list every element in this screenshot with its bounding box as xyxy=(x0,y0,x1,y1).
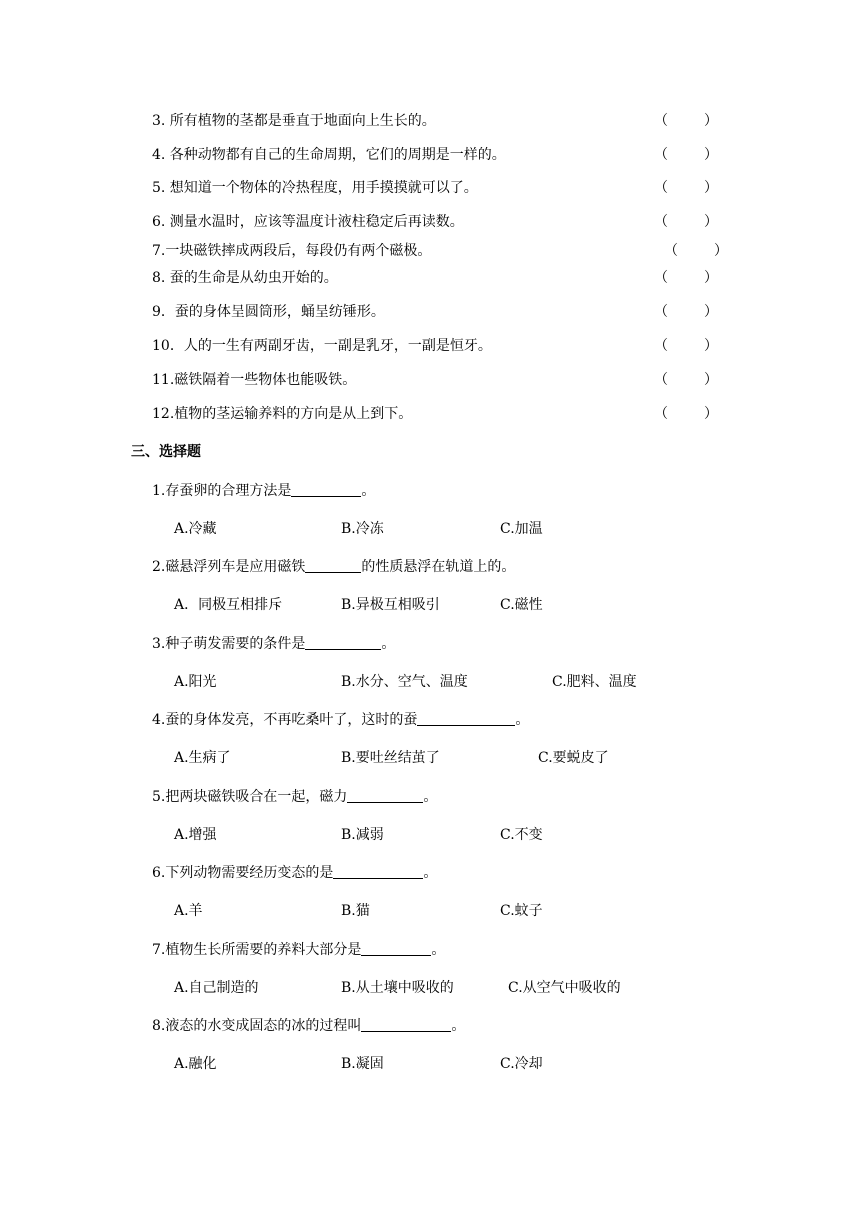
option-c[interactable]: C.要蜕皮了 xyxy=(538,750,609,766)
question-stem: 3.种子萌发需要的条件是 。 xyxy=(152,636,396,652)
option-a[interactable]: A.冷藏 xyxy=(174,521,217,537)
judgement-item: 10．人的一生有两副牙齿，一副是乳牙，一副是恒牙。 （ ） xyxy=(152,338,718,354)
judgement-text: 9．蚕的身体呈圆筒形，蛹呈纺锤形。 xyxy=(152,304,385,320)
option-a[interactable]: A.阳光 xyxy=(174,674,217,690)
option-c[interactable]: C.蚊子 xyxy=(500,903,543,919)
answer-blank[interactable] xyxy=(347,787,423,803)
option-a[interactable]: A．同极互相排斥 xyxy=(174,597,283,613)
judgement-item: 5. 想知道一个物体的冷热程度，用手摸摸就可以了。 （ ） xyxy=(152,180,718,196)
judgement-item: 12.植物的茎运输养料的方向是从上到下。 （ ） xyxy=(152,406,718,422)
answer-blank[interactable] xyxy=(361,940,431,956)
option-a[interactable]: A.自己制造的 xyxy=(174,980,259,996)
answer-blank[interactable] xyxy=(361,1016,451,1032)
judgement-text: 10．人的一生有两副牙齿，一副是乳牙，一副是恒牙。 xyxy=(152,338,492,354)
question-stem: 1.存蚕卵的合理方法是 。 xyxy=(152,483,376,499)
option-b[interactable]: B.凝固 xyxy=(341,1056,384,1072)
question-stem: 7.植物生长所需要的养料大部分是 。 xyxy=(152,942,446,958)
question-stem: 8.液态的水变成固态的冰的过程叫 。 xyxy=(152,1018,466,1034)
judgement-item: 9．蚕的身体呈圆筒形，蛹呈纺锤形。 （ ） xyxy=(152,304,718,320)
answer-blank[interactable] xyxy=(417,710,515,726)
question-stem: 4.蚕的身体发亮，不再吃桑叶了，这时的蚕 。 xyxy=(152,712,530,728)
option-b[interactable]: B.猫 xyxy=(341,903,370,919)
judgement-text: 7.一块磁铁摔成两段后，每段仍有两个磁极。 xyxy=(152,243,432,259)
option-a[interactable]: A.羊 xyxy=(174,903,203,919)
section-title: 三、选择题 xyxy=(131,444,201,460)
judgement-item: 7.一块磁铁摔成两段后，每段仍有两个磁极。 （ ） xyxy=(152,243,728,259)
judgement-text: 8. 蚕的生命是从幼虫开始的。 xyxy=(152,270,338,286)
option-b[interactable]: B.从土壤中吸收的 xyxy=(341,980,454,996)
option-c[interactable]: C.从空气中吸收的 xyxy=(508,980,621,996)
judgement-text: 4. 各种动物都有自己的生命周期，它们的周期是一样的。 xyxy=(152,147,506,163)
judgement-item: 4. 各种动物都有自己的生命周期，它们的周期是一样的。 （ ） xyxy=(152,147,718,163)
judgement-text: 12.植物的茎运输养料的方向是从上到下。 xyxy=(152,406,413,422)
question-stem: 2.磁悬浮列车是应用磁铁 的性质悬浮在轨道上的。 xyxy=(152,559,516,575)
option-c[interactable]: C.加温 xyxy=(500,521,543,537)
option-b[interactable]: B.水分、空气、温度 xyxy=(341,674,468,690)
judgement-item: 8. 蚕的生命是从幼虫开始的。 （ ） xyxy=(152,270,718,286)
judgement-item: 6. 测量水温时，应该等温度计液柱稳定后再读数。 （ ） xyxy=(152,214,718,230)
question-stem: 5.把两块磁铁吸合在一起，磁力 。 xyxy=(152,789,438,805)
judgement-item: 3. 所有植物的茎都是垂直于地面向上生长的。 （ ） xyxy=(152,113,718,129)
answer-blank[interactable] xyxy=(333,863,423,879)
answer-blank[interactable] xyxy=(291,481,361,497)
answer-blank[interactable] xyxy=(305,634,381,650)
option-a[interactable]: A.增强 xyxy=(174,827,217,843)
judgement-text: 6. 测量水温时，应该等温度计液柱稳定后再读数。 xyxy=(152,214,464,230)
option-c[interactable]: C.肥料、温度 xyxy=(552,674,637,690)
option-a[interactable]: A.融化 xyxy=(174,1056,217,1072)
judgement-item: 11.磁铁隔着一些物体也能吸铁。 （ ） xyxy=(152,372,718,388)
option-a[interactable]: A.生病了 xyxy=(174,750,231,766)
option-b[interactable]: B.异极互相吸引 xyxy=(341,597,440,613)
judgement-text: 11.磁铁隔着一些物体也能吸铁。 xyxy=(152,372,357,388)
option-b[interactable]: B.冷冻 xyxy=(341,521,384,537)
answer-blank[interactable] xyxy=(305,557,361,573)
option-c[interactable]: C.不变 xyxy=(500,827,543,843)
judgement-text: 3. 所有植物的茎都是垂直于地面向上生长的。 xyxy=(152,113,436,129)
judgement-text: 5. 想知道一个物体的冷热程度，用手摸摸就可以了。 xyxy=(152,180,478,196)
option-b[interactable]: B.减弱 xyxy=(341,827,384,843)
option-c[interactable]: C.磁性 xyxy=(500,597,543,613)
question-stem: 6.下列动物需要经历变态的是 。 xyxy=(152,865,438,881)
option-c[interactable]: C.冷却 xyxy=(500,1056,543,1072)
option-b[interactable]: B.要吐丝结茧了 xyxy=(341,750,440,766)
